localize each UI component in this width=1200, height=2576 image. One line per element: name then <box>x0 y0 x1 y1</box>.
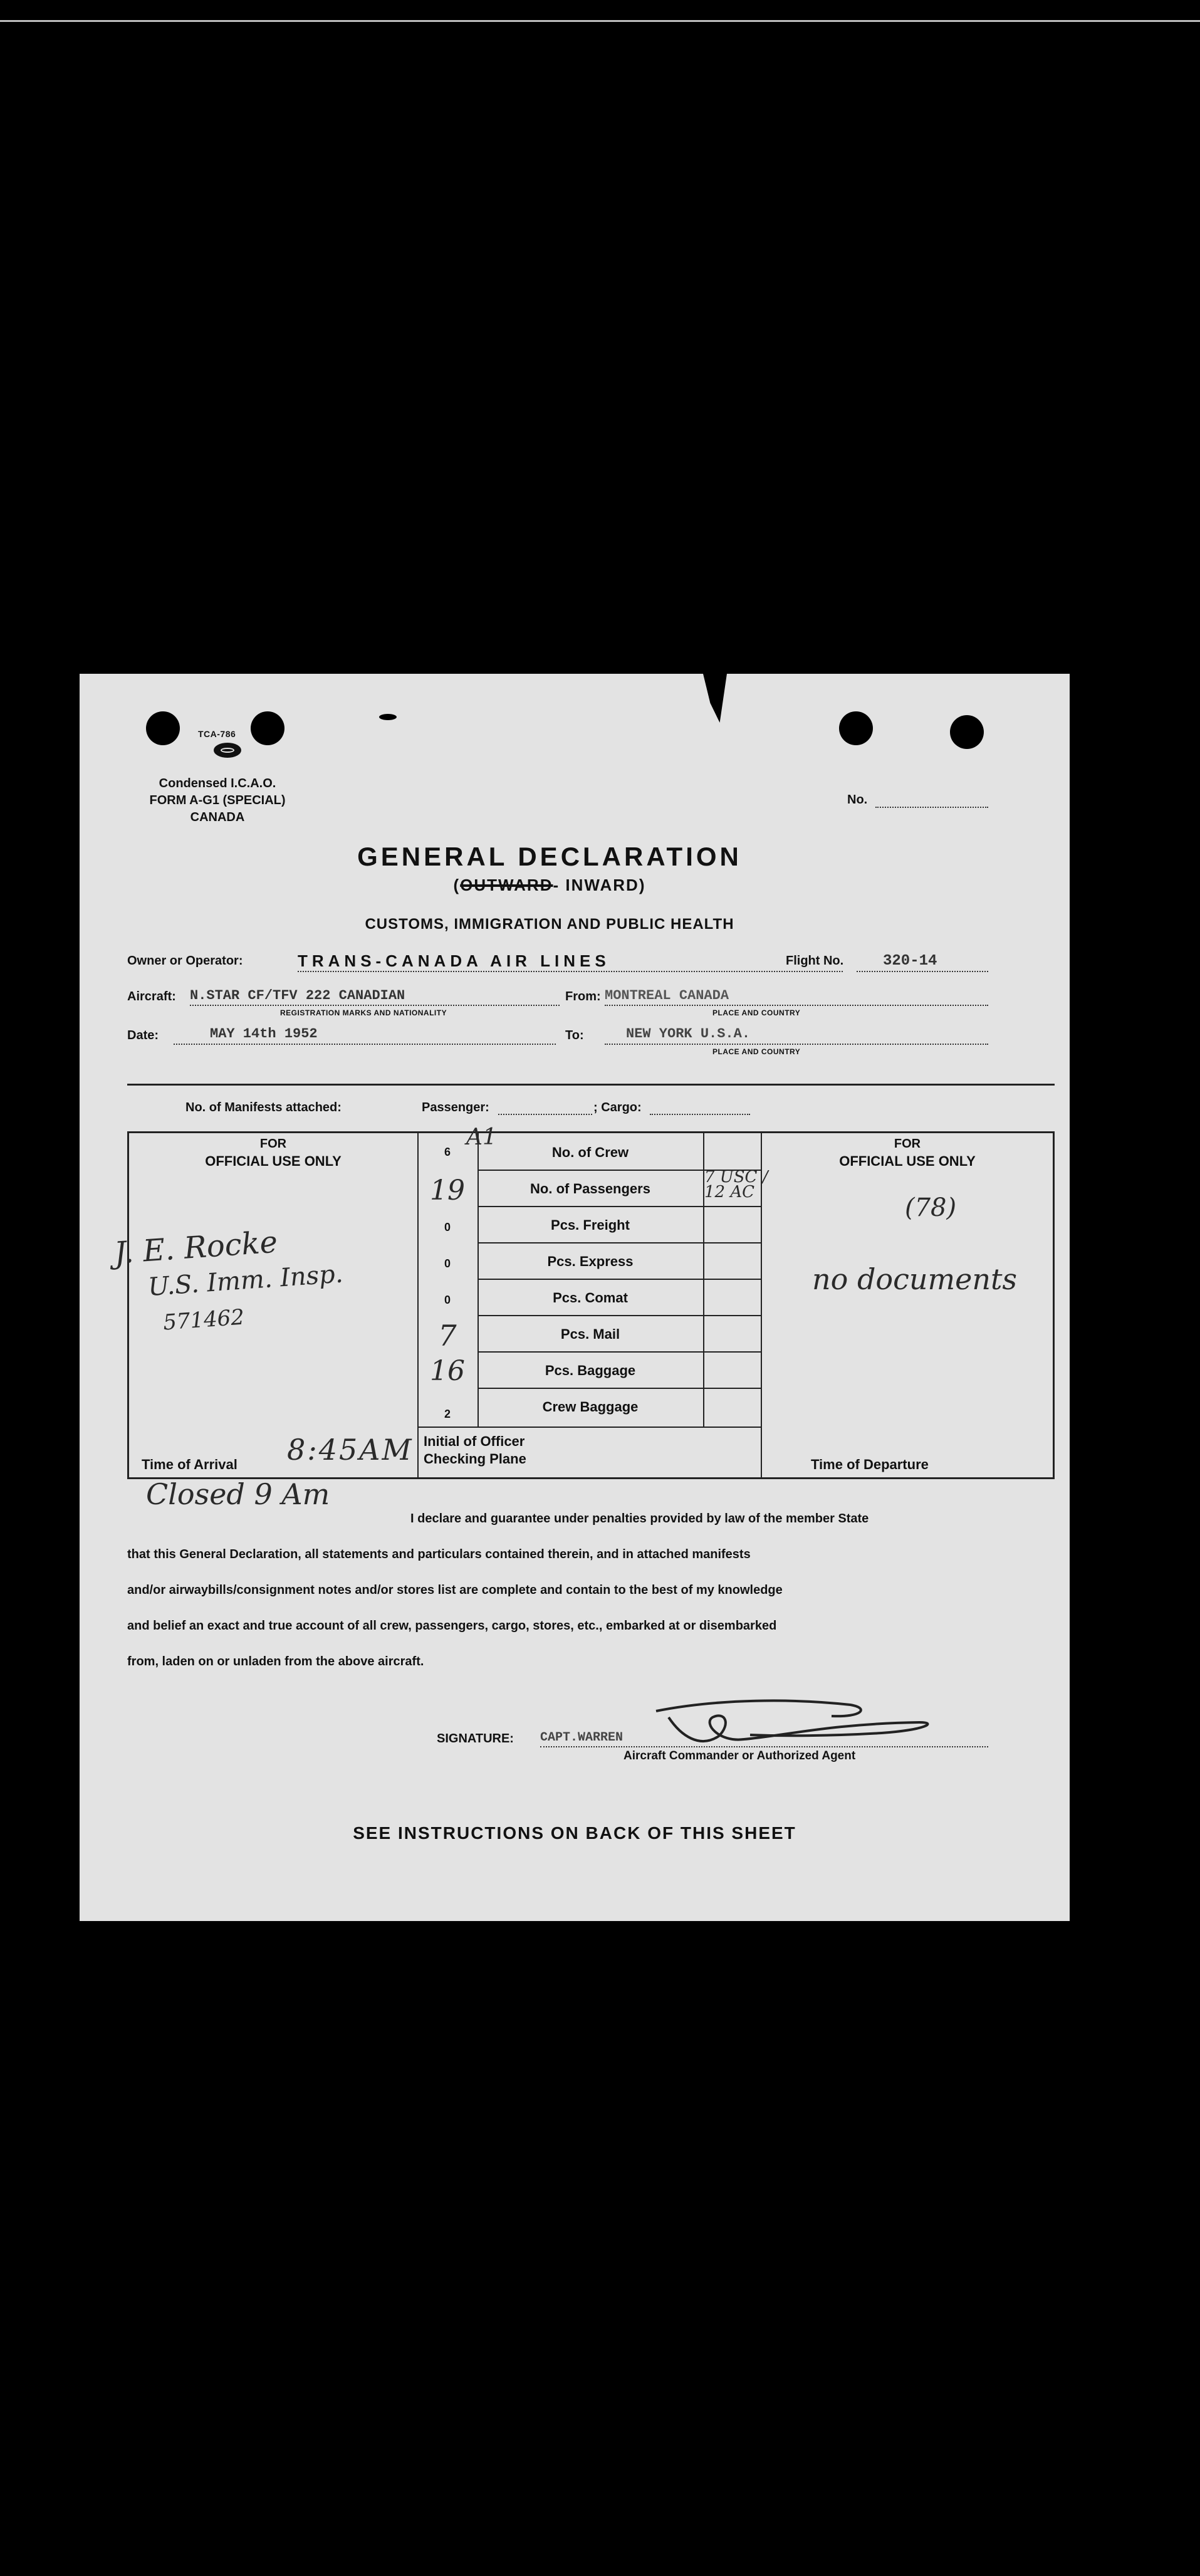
row-line <box>477 1315 761 1316</box>
direction-inward: - INWARD) <box>553 876 646 894</box>
row-label-mail: Pcs. Mail <box>560 1326 620 1342</box>
date-line <box>174 1044 556 1045</box>
to-label: To: <box>565 1029 584 1042</box>
form-title: GENERAL DECLARATION <box>357 842 742 871</box>
punch-hole <box>839 711 873 745</box>
passenger-hand-note: 7 USC / 12 AC <box>704 1168 768 1202</box>
direction-outward-struck: OUTWARD <box>460 876 553 894</box>
passenger-label: Passenger: <box>422 1101 489 1114</box>
declaration-text <box>127 1511 1055 1689</box>
punch-hole <box>146 711 180 745</box>
flight-line <box>857 971 988 972</box>
signature-caption: Aircraft Commander or Authorized Agent <box>623 1749 856 1762</box>
scan-edge-line <box>0 20 1200 22</box>
to-line <box>605 1044 988 1045</box>
arrival-value: 8:45AM <box>287 1433 414 1467</box>
official-use-table <box>113 1124 1055 1479</box>
left-header-official: OFFICIAL USE ONLY <box>205 1153 342 1169</box>
row-value-crew: 6 <box>444 1146 451 1158</box>
section-divider <box>127 1084 1055 1086</box>
date-label: Date: <box>127 1029 159 1042</box>
direction-line <box>330 876 769 895</box>
row-line <box>477 1388 761 1389</box>
row-value-comat: 0 <box>444 1294 451 1306</box>
flight-label: Flight No. <box>786 954 844 968</box>
date-value: MAY 14th 1952 <box>210 1026 318 1042</box>
aircraft-line <box>190 1005 560 1006</box>
passenger-line <box>498 1114 592 1115</box>
punch-hole <box>251 711 284 745</box>
count-rows <box>417 1124 768 1428</box>
officer-number: 571462 <box>162 1304 246 1336</box>
row-line <box>477 1279 761 1280</box>
declaration-line-2: that this General Declaration, all statements and particulars contained therein, and in attached manifests <box>127 1547 751 1561</box>
signature-label: SIGNATURE: <box>437 1732 514 1746</box>
initial-officer-label <box>424 1433 526 1468</box>
row-value-passengers: 19 <box>430 1175 465 1207</box>
owner-label: Owner or Operator: <box>127 954 243 968</box>
row-line <box>477 1242 761 1243</box>
row-line <box>477 1351 761 1353</box>
closed-note: Closed 9 Am <box>146 1477 330 1511</box>
manifests-label: No. of Manifests attached: <box>185 1101 342 1114</box>
cargo-line <box>650 1114 750 1115</box>
right-header-for: FOR <box>894 1137 921 1151</box>
cargo-label: ; Cargo: <box>593 1101 642 1114</box>
row-label-crew-baggage: Crew Baggage <box>542 1399 639 1415</box>
paper-tear <box>703 674 727 723</box>
initial-officer-line-1: Initial of Officer <box>424 1433 525 1449</box>
form-code: TCA-786 <box>198 729 236 739</box>
row-value-baggage: 16 <box>430 1355 465 1387</box>
no-documents-note: no documents <box>812 1262 1018 1296</box>
from-label: From: <box>565 990 601 1003</box>
signature-value: CAPT.WARREN <box>540 1730 623 1745</box>
row-value-freight: 0 <box>444 1221 451 1233</box>
aircraft-label: Aircraft: <box>127 990 176 1003</box>
handwritten-signature <box>644 1686 944 1755</box>
officer-title: U.S. Imm. Insp. <box>147 1259 344 1302</box>
to-caption: PLACE AND COUNTRY <box>712 1047 801 1056</box>
arrival-label: Time of Arrival <box>142 1457 237 1472</box>
row-line <box>477 1206 761 1207</box>
crew-hand-note: A1 <box>466 1124 497 1150</box>
right-count-note: (78) <box>905 1193 957 1222</box>
declaration-line-5: from, laden on or unladen from the above aircraft. <box>127 1655 424 1668</box>
form-subtitle: CUSTOMS, IMMIGRATION AND PUBLIC HEALTH <box>365 916 734 933</box>
form-header-line-2: FORM A-G1 (SPECIAL) <box>149 793 286 807</box>
row-label-comat: Pcs. Comat <box>553 1290 628 1306</box>
row-label-crew: No. of Crew <box>551 1144 629 1160</box>
to-value: NEW YORK U.S.A. <box>626 1026 751 1042</box>
aircraft-value: N.STAR CF/TFV 222 CANADIAN <box>190 988 405 1003</box>
form-header-line-1: Condensed I.C.A.O. <box>159 777 276 790</box>
from-value: MONTREAL CANADA <box>605 988 729 1003</box>
left-header-for: FOR <box>259 1137 287 1151</box>
departure-label: Time of Departure <box>811 1457 929 1472</box>
row-label-express: Pcs. Express <box>547 1254 634 1269</box>
paper-tear <box>379 714 397 720</box>
right-header-official: OFFICIAL USE ONLY <box>839 1153 976 1169</box>
instructions-footer: SEE INSTRUCTIONS ON BACK OF THIS SHEET <box>353 1823 796 1843</box>
punch-hole <box>950 715 984 749</box>
declaration-form <box>80 674 1070 1921</box>
owner-value: TRANS-CANADA AIR LINES <box>298 951 610 970</box>
tca-logo-icon <box>214 743 241 758</box>
form-header-line-3: CANADA <box>190 810 245 824</box>
officer-name: J. E. Rocke <box>113 1224 279 1271</box>
row-value-crew-baggage: 2 <box>444 1408 451 1420</box>
aircraft-caption: REGISTRATION MARKS AND NATIONALITY <box>280 1008 447 1017</box>
from-line <box>605 1005 988 1006</box>
form-number-line <box>875 807 988 808</box>
flight-value: 320-14 <box>883 953 937 970</box>
row-label-passengers: No. of Passengers <box>530 1181 650 1196</box>
direction-open: ( <box>453 876 461 894</box>
row-label-freight: Pcs. Freight <box>551 1217 630 1233</box>
declaration-line-4: and belief an exact and true account of all crew, passengers, cargo, stores, etc., embarked at or disembarked <box>127 1619 777 1633</box>
owner-line <box>298 971 843 972</box>
row-value-express: 0 <box>444 1257 451 1270</box>
form-number-label: No. <box>847 793 868 807</box>
declaration-line-3: and/or airwaybills/consignment notes and/or stores list are complete and contain to the best of my knowledge <box>127 1583 783 1597</box>
officer-signature-note <box>113 1220 347 1344</box>
row-line <box>417 1427 761 1428</box>
row-value-mail: 7 <box>438 1319 457 1353</box>
from-caption: PLACE AND COUNTRY <box>712 1008 801 1017</box>
declaration-line-1: I declare and guarantee under penalties provided by law of the member State <box>410 1512 869 1526</box>
row-label-baggage: Pcs. Baggage <box>545 1363 636 1378</box>
initial-officer-line-2: Checking Plane <box>424 1451 526 1467</box>
